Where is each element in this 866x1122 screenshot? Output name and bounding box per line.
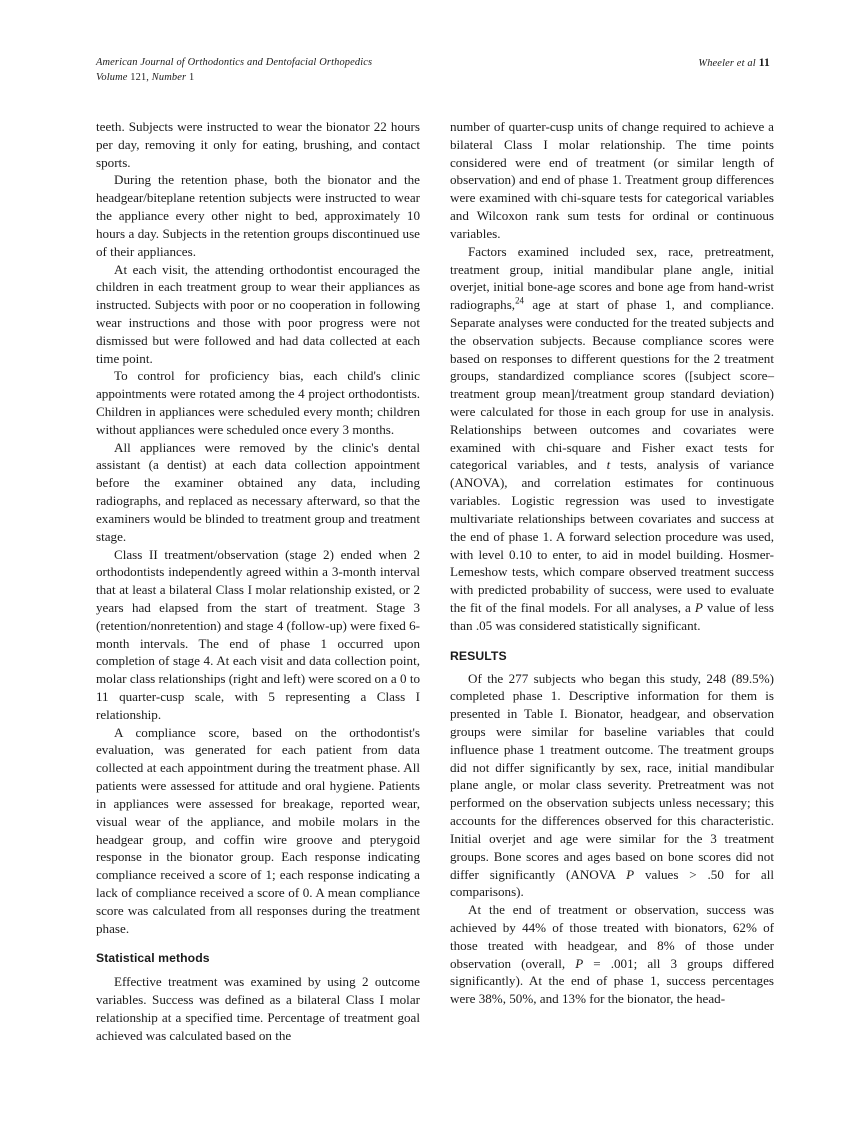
running-head [96,56,770,90]
paragraph-teeth-bionator-wear: teeth. Subjects were instructed to wear the bionator 22 hours per day, removing it only for eating, brushing, and contact sports. [96,119,420,170]
factors-text-part1: Factors examined included sex, race, pretreatment, treatment group, initial mandibular plane angle, initial overjet, initial bone-age scores and bone age from hand-wrist radiographs, [450,243,774,313]
heading-results: RESULTS [450,648,507,663]
paragraph-effective-treatment: Effective treatment was examined by using 2 outcome variables. Success was defined as a bilateral Class I molar relationship at a specified time. Percentage of treatment goal achieved was calculated based on the [96,974,420,1043]
heading-statistical-methods: Statistical methods [96,951,210,966]
success-text-part1: At the end of treatment or observation, success was achieved by 44% of those treated with bionators, 62% of those treated with headgear, and 8% of those under observation (overall, [450,902,774,971]
journal-title: American Journal of Orthodontics and Dentofacial Orthopedics [96,57,373,68]
number-label: Number [151,71,187,83]
paragraph-each-visit: At each visit, the attending orthodontist encouraged the children in each treatment group to wear their appliances as instructed. Subjects with poor or no cooperation in following wear instructions and those with poor progress were not dismissed but were followed and had data collected at each time point. [96,261,420,366]
paragraph-factors-examined [450,243,774,635]
paragraph-proficiency-bias: To control for proficiency bias, each child's clinic appointments were rotated among the 4 project orthodontists. Children in appliances were scheduled every month; children without appliances were scheduled once every 3 months. [96,368,420,437]
left-column [96,118,420,1045]
italic-p-anova-symbol: P [626,866,635,882]
paragraph-end-of-treatment-success [450,901,774,1008]
paragraph-appliances-removed: All appliances were removed by the clinic's dental assistant (a dentist) at each data collection appointment before the examiner obtained any data, including radiographs, and replaced as necessary afterward, so that the examiners would be blinded to treatment group and treatment stage. [96,439,420,544]
italic-p-value-symbol: P [694,599,703,615]
subjects-text-part2: values > .50 for all comparisons). [450,866,774,900]
volume-number: 121, [130,71,150,83]
factors-text-part2: age at start of phase 1, and compliance. Separate analyses were conducted for the treated subjects and the observation subjects. Because compliance scores were based on responses to different questions for the 2 treatment groups, standardized compliance scores ([subject score–treatment group mean]/treatment group standard deviation) were calculated for those in each group for use in analysis. Relationships between outcomes and covariates were examined with chi-square and Fisher exact tests for categorical variables, and [450,297,774,473]
page-number: 11 [758,56,770,69]
author-running-head: Wheeler et al [698,58,756,69]
reference-marker-24: 24 [515,295,524,306]
paragraph-277-subjects [450,670,774,902]
paragraph-class-ii-stage2: Class II treatment/observation (stage 2) ended when 2 orthodontists independently agreed within a 3-month interval that at least a bilateral Class I molar relationship existed, or 2 years had elapsed from the start of treatment. Stage 3 (retention/nonretention) and stage 4 (follow-up) were fixed 6-month intervals. The end of phase 1 occurred upon completion of stage 4. At each visit and data collection point, molar class relationships (right and left) were scored on a 0 to 11 quarter-cusp scale, with 5 representing a Class I relationship. [96,546,420,722]
number-value: 1 [188,71,195,83]
factors-text-part3: tests, analysis of variance (ANOVA), and correlation estimates for continuous variables. Logistic regression was used to investigate multivariate relationships between covariates and success at the end of phase 1. A forward selection procedure was used, with level 0.10 to enter, to aid in model building. Hosmer-Lemeshow tests, which compare observed treatment success with predicted probability of success, were used to evaluate the fit of the final models. For all analyses, a [450,457,774,615]
subjects-text-part1: Of the 277 subjects who began this study, 248 (89.5%) completed phase 1. Descriptive information for them is presented in Table I. Bionator, headgear, and observation groups were similar for baseline variables that could influence phase 1 treatment outcome. The treatment groups did not differ significantly by sex, race, initial mandibular plane angle, or molar class severity. Pretreatment was not performed on the observation subjects unless necessary; this accounts for the differences observed for this characteristic. Initial overjet and age were similar for the 3 treatment groups. Bone scores and ages based on bone scores did not differ significantly (ANOVA [450,670,774,882]
italic-p-success-symbol: P [575,955,584,971]
running-head-left [96,56,372,85]
volume-issue-line [96,71,372,86]
running-head-right [698,56,770,72]
italic-t-statistic: t [606,457,611,473]
factors-text-part4: value of less than .05 was considered statistically significant. [450,599,774,633]
paragraph-compliance-score: A compliance score, based on the orthodontist's evaluation, was generated for each patient from data collected at each appointment during the treatment phase. All patients were assessed for attitude and oral hygiene. Patients in appliances were assessed for breakage, reported wear, visual wear of the appliance, and mobile molars in the headgear group, and coffin wire groove and pterygoid response in the bionator group. Each response indicating compliance received a score of 1; each response indicating a lack of compliance received a score of 0. A mean compliance score was calculated from all responses during the treatment phase. [96,724,420,936]
paragraph-quarter-cusp-units: number of quarter-cusp units of change required to achieve a bilateral Class I molar relationship. The time points considered were end of treatment (or similar length of observation) and end of phase 1. Treatment group differences were examined with chi-square tests for categorical variables and Wilcoxon rank sum tests for ordinal or continuous variables. [450,119,774,241]
right-column [450,118,774,1008]
volume-label: Volume [96,71,128,83]
paragraph-retention-phase: During the retention phase, both the bionator and the headgear/biteplane retention subjects were instructed to wear the appliance every other night to bed, approximately 10 hours a day. Subjects in the retention groups discontinued use of their appliances. [96,172,420,259]
success-text-part2: = .001; all 3 groups differed significantly). At the end of phase 1, success percentages were 38%, 50%, and 13% for the bionator, the head- [450,955,774,1007]
